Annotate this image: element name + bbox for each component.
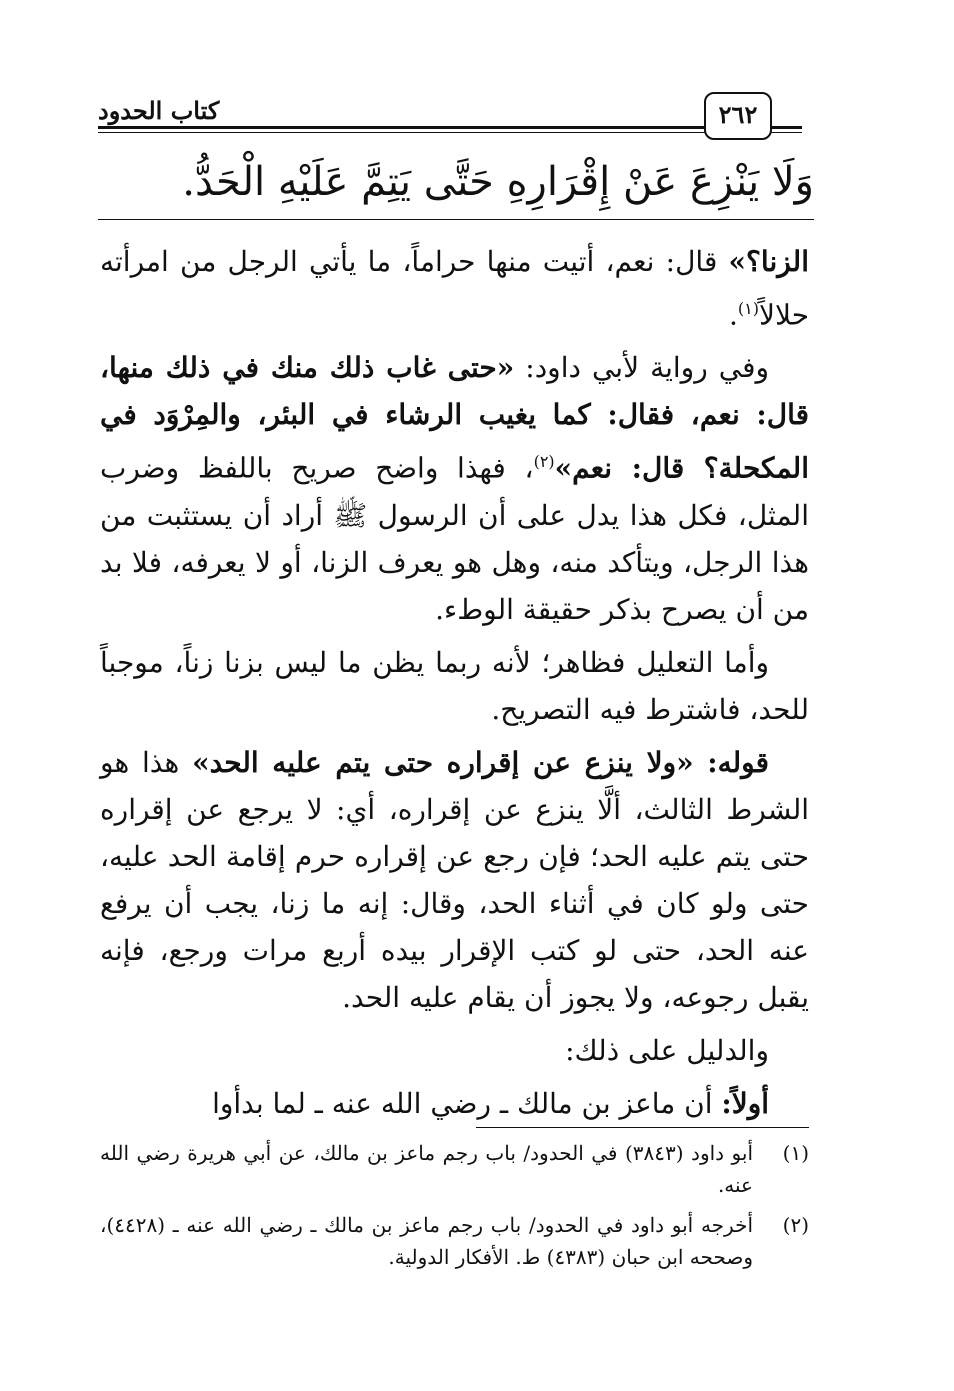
paragraph-2-lead: وفي رواية لأبي داود: — [514, 351, 769, 385]
page-header — [98, 92, 802, 152]
header-rule-thin — [98, 132, 802, 133]
paragraph-4-text: هذا هو الشرط الثالث، ألَّا ينزع عن إقراره، أي: لا يرجع عن إقراره حتى يتم عليه الحد؛ فإن رجع عن إقراره حرم إقامة الحد عليه، حتى ولو كان في أثناء الحد، وقال: إنه ما زنا، يجب أن يرفع عنه الحد، حتى لو كتب الإقرار بيده أربع مرات ورجع، فإنه يقبل رجوعه، ولا يجوز أن يقام عليه الحد. — [100, 745, 810, 1014]
paragraph-3: وأما التعليل فظاهر؛ لأنه ربما يظن ما ليس بزنا زناً، موجباً للحد، فاشترط فيه التصريح. — [100, 645, 809, 726]
footnote-1-text: أبو داود (٣٨٤٣) في الحدود/ باب رجم ماعز بن مالك، عن أبي هريرة رضي الله عنه. — [100, 1141, 754, 1197]
footnote-2-text: أخرجه أبو داود في الحدود/ باب رجم ماعز بن مالك ـ رضي الله عنه ـ (٤٤٢٨)، وصححه ابن حبان (٤٣٨٣) ط. الأفكار الدولية. — [100, 1213, 753, 1269]
running-title: كتاب الحدود — [98, 96, 220, 125]
paragraph-6-text: أن ماعز بن مالك ـ رضي الله عنه ـ لما بدأوا — [212, 1086, 722, 1120]
paragraph-2 — [100, 344, 809, 632]
paragraph-1 — [100, 238, 809, 338]
paragraph-2-text: ، فهذا واضح صريح باللفظ وضرب المثل، فكل هذا يدل على أن الرسول ﷺ أراد أن يستثبت من هذا الرجل، ويتأكد منه، وهل هو يعرف الزنا، أو لا يعرفه، فلا بد من أن يصرح بذكر حقيقة الوطء. — [100, 451, 809, 626]
footnote-1 — [100, 1137, 809, 1201]
paragraph-4-bold-lead: قوله: «ولا ينزع عن إقراره حتى يتم عليه الحد» — [192, 745, 769, 779]
matn-text: وَلَا يَنْزِعَ عَنْ إِقْرَارِهِ حَتَّى يَتِمَّ عَلَيْهِ الْحَدُّ. — [182, 159, 814, 205]
page-number: ٢٦٢ — [704, 92, 772, 140]
footnote-2 — [100, 1209, 809, 1273]
paragraph-1-text: قال: نعم، أتيت منها حراماً، ما يأتي الرجل من امرأته حلالاً — [100, 245, 809, 332]
header-rule-thick — [98, 126, 802, 129]
paragraph-1-tail: . — [729, 298, 738, 332]
footnote-1-number: (١) — [782, 1141, 809, 1165]
footnotes — [100, 1137, 809, 1281]
commentary-body — [100, 238, 809, 1133]
paragraph-6-bold-lead: أولاً: — [721, 1086, 769, 1120]
footnote-divider — [476, 1127, 809, 1128]
matn-divider — [98, 219, 814, 220]
paragraph-2-hadith-quote: «حتى غاب ذلك منك في ذلك منها، قال: نعم، فقال: كما يغيب الرشاء في البئر، والمِرْوَد في المكحلة؟ قال: نعم» — [100, 351, 809, 485]
footnote-2-number: (٢) — [782, 1213, 809, 1237]
paragraph-1-bold-lead: الزنا؟» — [728, 245, 809, 278]
paragraph-5: والدليل على ذلك: — [565, 1033, 769, 1067]
paragraph-6 — [100, 1080, 809, 1127]
footnote-ref-1[interactable]: (١) — [737, 299, 760, 318]
paragraph-4 — [100, 739, 809, 1021]
footnote-ref-2[interactable]: (٢) — [533, 452, 555, 472]
